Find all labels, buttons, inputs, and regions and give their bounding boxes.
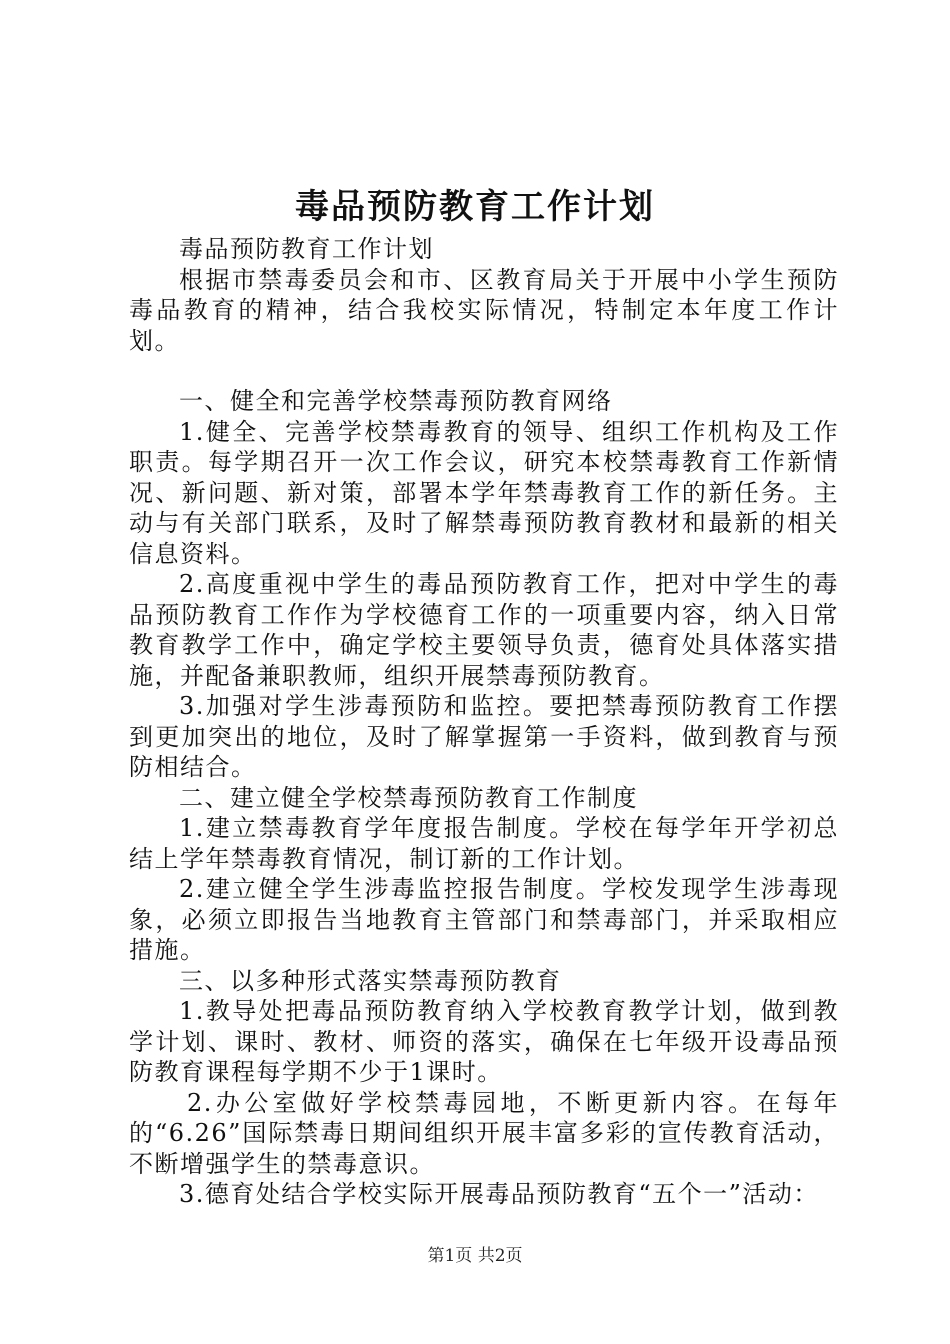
section-3-item-3: 3.德育处结合学校实际开展毒品预防教育“五个一”活动： <box>179 1180 819 1208</box>
document-title: 毒品预防教育工作计划 <box>295 187 655 227</box>
section-1-item-1: 1.健全、完善学校禁毒教育的领导、组织工作机构及工作职责。每学期召开一次工作会议，研究本校禁毒教育工作新情况、新问题、新对策，部署本学年禁毒教育工作的新任务。主动与有关部门联系，及时了解禁毒预防教育教材和最新的相关信息资料。 <box>129 417 839 568</box>
section-heading-3: 三、以多种形式落实禁毒预防教育 <box>179 966 562 995</box>
section-heading-2: 二、建立健全学校禁毒预防教育工作制度 <box>179 783 638 812</box>
document-body <box>129 234 839 1210</box>
section-1-item-3: 3.加强对学生涉毒预防和监控。要把禁毒预防教育工作摆到更加突出的地位，及时了解掌握第一手资料，做到教育与预防相结合。 <box>129 692 839 781</box>
page-footer: 第1页 共2页 <box>427 1246 523 1266</box>
section-heading-1: 一、健全和完善学校禁毒预防教育网络 <box>179 387 613 415</box>
subtitle-paragraph: 毒品预防教育工作计划 <box>179 235 434 263</box>
section-2-item-2: 2.建立健全学生涉毒监控报告制度。学校发现学生涉毒现象，必须立即报告当地教育主管部门和禁毒部门，并采取相应措施。 <box>129 875 839 964</box>
section-2-item-1: 1.建立禁毒教育学年度报告制度。学校在每学年开学初总结上学年禁毒教育情况，制订新的工作计划。 <box>129 814 839 873</box>
section-1-item-2: 2.高度重视中学生的毒品预防教育工作，把对中学生的毒品预防教育工作作为学校德育工作的一项重要内容，纳入日常教育教学工作中，确定学校主要领导负责，德育处具体落实措施，并配备兼职教师，组织开展禁毒预防教育。 <box>129 570 839 690</box>
intro-paragraph: 根据市禁毒委员会和市、区教育局关于开展中小学生预防毒品教育的精神，结合我校实际情况，特制定本年度工作计划。 <box>129 265 839 355</box>
section-3-item-2: 2.办公室做好学校禁毒园地，不断更新内容。在每年的“6.26”国际禁毒日期间组织开展丰富多彩的宣传教育活动，不断增强学生的禁毒意识。 <box>129 1088 839 1178</box>
section-3-item-1: 1.教导处把毒品预防教育纳入学校教育教学计划，做到教学计划、课时、教材、师资的落实，确保在七年级开设毒品预防教育课程每学期不少于1课时。 <box>129 997 839 1086</box>
